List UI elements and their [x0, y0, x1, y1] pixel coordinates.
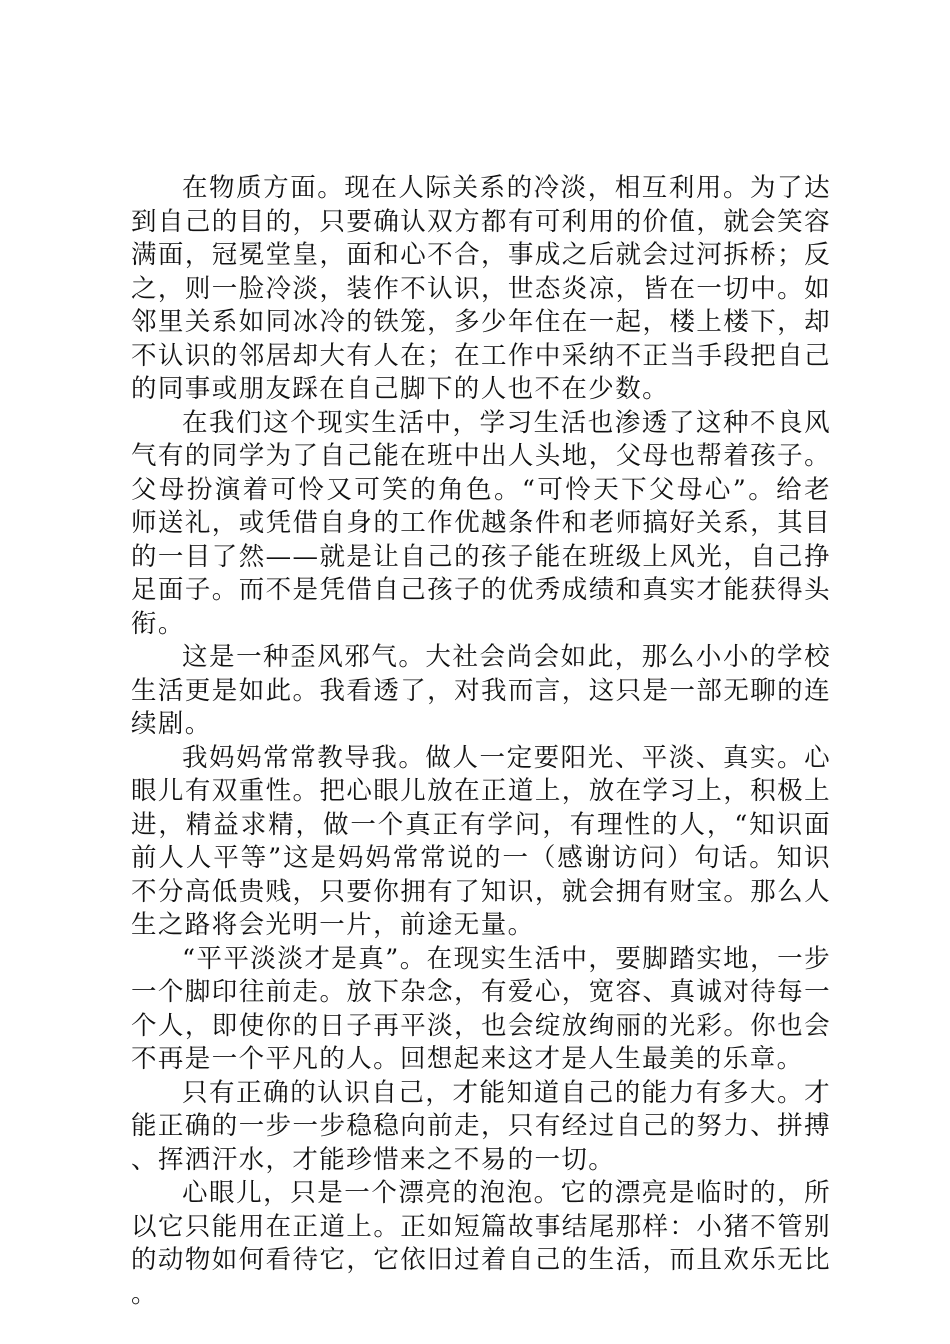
paragraph-6: 只有正确的认识自己，才能知道自己的能力有多大。才能正确的一步一步稳稳向前走，只有经过自己的努力、拼搏、挥洒汗水，才能珍惜来之不易的一切。 [131, 1077, 831, 1175]
document-body [131, 172, 831, 1311]
paragraph-5: “平平淡淡才是真”。在现实生活中，要脚踏实地，一步一个脚印往前走。放下杂念，有爱心，宽容、真诚对待每一个人，即使你的日子再平淡，也会绽放绚丽的光彩。你也会不再是一个平凡的人。回想起来这才是人生最美的乐章。 [131, 943, 831, 1074]
paragraph-2: 在我们这个现实生活中，学习生活也渗透了这种不良风气有的同学为了自己能在班中出人头地，父母也帮着孩子。父母扮演着可怜又可笑的角色。“可怜天下父母心”。给老师送礼，或凭借自身的工作优越条件和老师搞好关系，其目的一目了然——就是让自己的孩子能在班级上风光，自己挣足面子。而不是凭借自己孩子的优秀成绩和真实才能获得头衔。 [131, 407, 831, 639]
paragraph-7: 心眼儿，只是一个漂亮的泡泡。它的漂亮是临时的，所以它只能用在正道上。正如短篇故事结尾那样：小猪不管别的动物如何看待它，它依旧过着自己的生活，而且欢乐无比。 [131, 1178, 831, 1309]
paragraph-4: 我妈妈常常教导我。做人一定要阳光、平淡、真实。心眼儿有双重性。把心眼儿放在正道上，放在学习上，积极上进，精益求精，做一个真正有学问，有理性的人，“知识面前人人平等”这是妈妈常常说的一（感谢访问）句话。知识不分高低贵贱，只要你拥有了知识，就会拥有财宝。那么人生之路将会光明一片，前途无量。 [131, 742, 831, 940]
paragraph-3: 这是一种歪风邪气。大社会尚会如此，那么小小的学校生活更是如此。我看透了，对我而言，这只是一部无聊的连续剧。 [131, 642, 831, 739]
paragraph-1: 在物质方面。现在人际关系的冷淡，相互利用。为了达到自己的目的，只要确认双方都有可利用的价值，就会笑容满面，冠冕堂皇，面和心不合，事成之后就会过河拆桥；反之，则一脸冷淡，装作不认识，世态炎凉，皆在一切中。如邻里关系如同冰冷的铁笼，多少年住在一起，楼上楼下，却不认识的邻居却大有人在；在工作中采纳不正当手段把自己的同事或朋友踩在自己脚下的人也不在少数。 [131, 173, 831, 404]
